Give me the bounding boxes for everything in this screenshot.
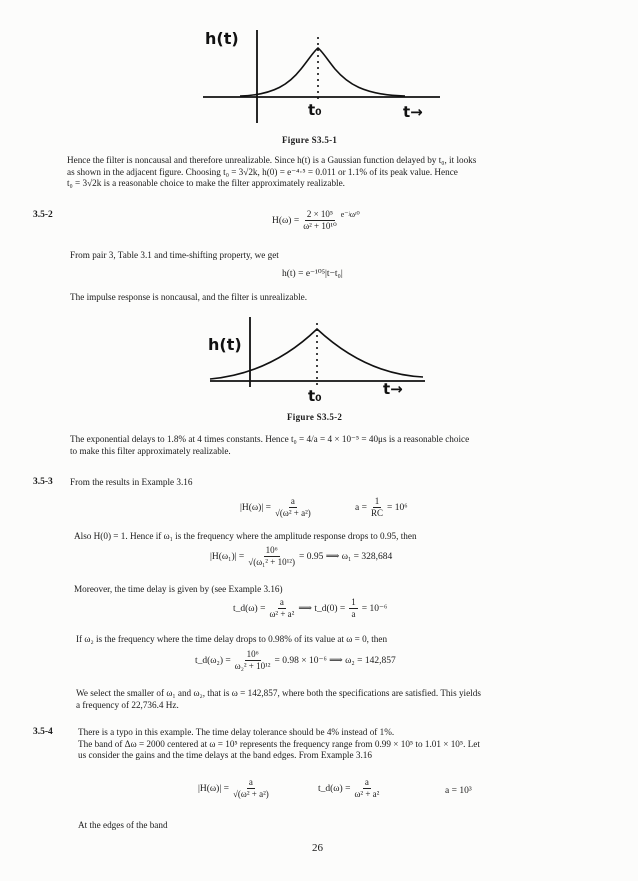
denominator: √(ω² + a²) bbox=[232, 789, 269, 800]
peak-label: t₀ bbox=[308, 387, 322, 405]
text-line: If ω₂ is the frequency where the time delay drops to 0.98% of its value at ω = 0, then bbox=[76, 634, 388, 644]
text-line: to make this filter approximately realizable. bbox=[70, 445, 231, 456]
text-line: The exponential delays to 1.8% at 4 times constants. Hence t₀ = 4/a = 4 × 10⁻⁵ = 40μs is a reasonable choice bbox=[70, 434, 470, 444]
section-label: 3.5-2 bbox=[33, 210, 53, 220]
numerator: 1 bbox=[373, 497, 382, 508]
text-line: t₀ = 3√2k is a reasonable choice to make the filter approximately realizable. bbox=[67, 178, 345, 188]
text-line: Hence the filter is noncausal and therefore unrealizable. Since h(t) is a Gaussian function delayed by t₀, it looks bbox=[67, 155, 477, 165]
denominator: √(ω² + a²) bbox=[274, 508, 311, 519]
section-label: 3.5-3 bbox=[33, 477, 53, 487]
eq-rhs: = 0.95 ⟹ ω₁ = 328,684 bbox=[298, 552, 393, 563]
denominator: ω² + a² bbox=[269, 609, 295, 620]
fraction bbox=[354, 778, 379, 800]
figure-caption: Figure S3.5-1 bbox=[282, 135, 338, 145]
y-axis-label: h(t) bbox=[208, 335, 242, 354]
equation bbox=[233, 598, 387, 620]
section-label: 3.5-4 bbox=[33, 727, 53, 737]
figure-s3-5-2 bbox=[195, 315, 445, 425]
fraction bbox=[303, 210, 337, 232]
numerator: a bbox=[363, 778, 371, 789]
eq-lhs: H(ω) = bbox=[272, 215, 300, 226]
fraction bbox=[233, 778, 269, 800]
figure-s3-5-1 bbox=[195, 25, 445, 135]
eq-rhs: = 10⁶ bbox=[386, 502, 408, 513]
eq-mid: ⟹ t_d(0) = bbox=[298, 604, 346, 615]
paragraph bbox=[70, 434, 610, 457]
eq-lhs: |H(ω)| = bbox=[198, 783, 229, 794]
numerator: 1 bbox=[349, 598, 358, 609]
x-axis-label: t→ bbox=[403, 103, 423, 121]
x-axis-label: t→ bbox=[383, 380, 403, 398]
fraction bbox=[349, 598, 358, 620]
denominator: a bbox=[351, 609, 356, 620]
paragraph bbox=[67, 155, 607, 190]
equation bbox=[198, 778, 269, 800]
numerator: a bbox=[247, 778, 255, 789]
text-line: We select the smaller of ω₁ and ω₂, that is ω = 142,857, where both the specifications are satisfied. This yields bbox=[76, 688, 481, 698]
equation bbox=[195, 650, 396, 672]
equation: a = 10³ bbox=[445, 786, 472, 796]
eq-lhs: a = bbox=[355, 502, 367, 513]
text-line: Moreover, the time delay is given by (see Example 3.16) bbox=[74, 584, 283, 594]
paragraph bbox=[76, 688, 616, 711]
fraction bbox=[269, 598, 294, 620]
text-line: The impulse response is noncausal, and the filter is unrealizable. bbox=[70, 292, 308, 302]
exponent: e⁻ʲωᵗ⁰ bbox=[340, 210, 360, 220]
equation bbox=[210, 546, 392, 568]
equation: h(t) = e⁻¹⁰⁵|t−t₀| bbox=[282, 269, 343, 279]
numerator: 2 × 10⁵ bbox=[305, 210, 335, 221]
eq-lhs: |H(ω₁)| = bbox=[210, 551, 245, 562]
eq-lhs: t_d(ω) = bbox=[318, 783, 351, 794]
exponential-plot bbox=[195, 315, 445, 425]
eq-lhs: t_d(ω) = bbox=[233, 603, 266, 614]
eq-lhs: |H(ω)| = bbox=[240, 502, 271, 513]
numerator: 10⁶ bbox=[264, 546, 280, 557]
eq-rhs: = 0.98 × 10⁻⁶ ⟹ ω₂ = 142,857 bbox=[274, 656, 396, 667]
eq-rhs: = 10⁻⁶ bbox=[361, 604, 388, 615]
denominator: ω² + 10¹⁰ bbox=[303, 221, 337, 232]
numerator: 10⁶ bbox=[245, 650, 261, 661]
page-number: 26 bbox=[312, 842, 323, 854]
text-line: Also H(0) = 1. Hence if ω₁ is the frequency where the amplitude response drops to 0.95, then bbox=[74, 531, 417, 541]
eq-lhs: t_d(ω₂) = bbox=[195, 655, 231, 666]
denominator: RC bbox=[370, 508, 383, 519]
text-line: There is a typo in this example. The time delay tolerance should be 4% instead of 1%. bbox=[78, 727, 395, 737]
peak-label: t₀ bbox=[308, 101, 322, 119]
text-line: The band of Δω = 2000 centered at ω = 10⁵ represents the frequency range from 0.99 × 10⁵ to 1.01 × 10⁵. Let bbox=[78, 738, 480, 749]
text-line: From pair 3, Table 3.1 and time-shifting property, we get bbox=[70, 250, 279, 260]
fraction bbox=[248, 546, 295, 568]
equation bbox=[355, 497, 408, 519]
fraction bbox=[275, 497, 311, 519]
fraction bbox=[235, 650, 271, 672]
text-line: From the results in Example 3.16 bbox=[70, 477, 193, 487]
text-line: At the edges of the band bbox=[78, 820, 168, 830]
paragraph bbox=[78, 727, 608, 762]
gaussian-curve bbox=[240, 48, 405, 96]
figure-caption: Figure S3.5-2 bbox=[287, 412, 343, 422]
denominator: ω₂² + 10¹² bbox=[234, 661, 271, 672]
fraction bbox=[371, 497, 383, 519]
denominator: √(ω₁² + 10¹²) bbox=[248, 557, 295, 568]
numerator: a bbox=[289, 497, 297, 508]
y-axis-label: h(t) bbox=[205, 29, 239, 48]
numerator: a bbox=[278, 598, 286, 609]
equation bbox=[272, 210, 360, 232]
text-line: us consider the gains and the time delays at the band edges. From Example 3.16 bbox=[78, 750, 372, 760]
equation bbox=[318, 778, 379, 800]
text-line: a frequency of 22,736.4 Hz. bbox=[76, 699, 179, 710]
text-line: as shown in the adjacent figure. Choosing t₀ = 3√2k, h(0) = e⁻⁴·⁵ = 0.011 or 1.1% of its peak value. Hence bbox=[67, 166, 458, 177]
equation bbox=[240, 497, 311, 519]
denominator: ω² + a² bbox=[354, 789, 380, 800]
